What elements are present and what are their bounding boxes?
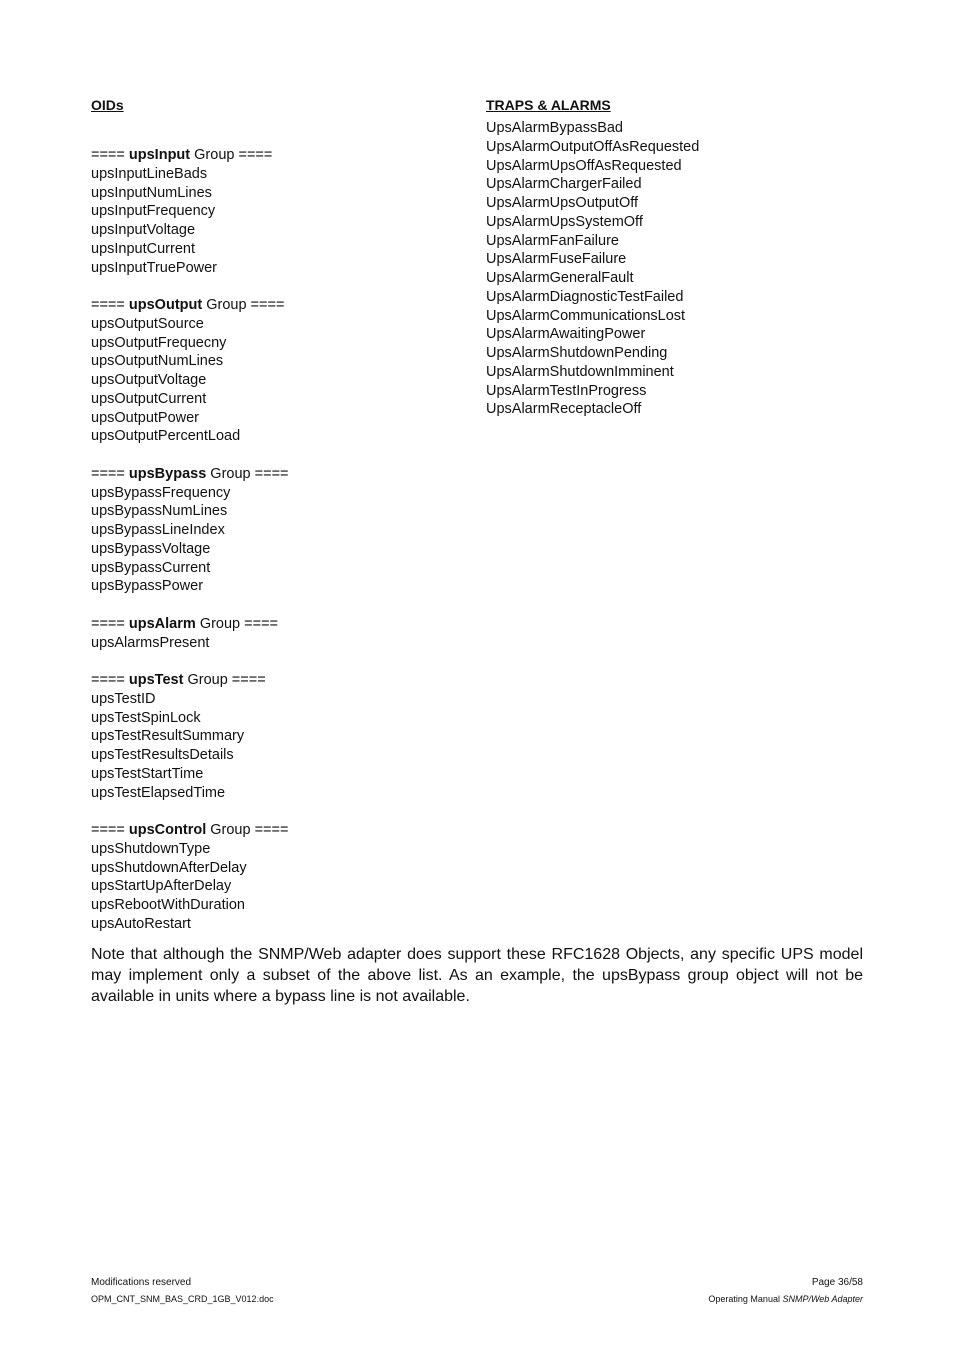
footer-manual-plain: Operating Manual <box>708 1294 783 1304</box>
footer-manual-italic: SNMP/Web Adapter <box>782 1294 863 1304</box>
group-name: upsInput <box>128 147 191 163</box>
group-name: upsControl <box>128 822 207 838</box>
group-name: upsOutput <box>128 297 203 313</box>
group-title-prefix: ==== <box>91 147 129 163</box>
group-title-prefix: ==== <box>91 672 129 688</box>
oid-item: upsOutputPower <box>91 409 200 426</box>
oid-item: upsShutdownAfterDelay <box>91 859 247 876</box>
trap-item: UpsAlarmUpsSystemOff <box>486 213 643 230</box>
group-name: upsTest <box>128 672 184 688</box>
oid-item: upsInputTruePower <box>91 259 218 276</box>
trap-item: UpsAlarmShutdownPending <box>486 345 668 361</box>
oid-item: upsOutputSource <box>91 315 204 332</box>
oid-item: upsOutputVoltage <box>91 372 207 388</box>
oids-column <box>91 95 451 952</box>
trap-item: UpsAlarmAwaitingPower <box>486 326 646 343</box>
oid-item: upsTestStartTime <box>91 765 204 782</box>
footer-left <box>91 1275 274 1307</box>
trap-item: UpsAlarmFanFailure <box>486 232 619 249</box>
trap-item: UpsAlarmChargerFailed <box>486 176 642 193</box>
group-title-suffix: Group ==== <box>195 615 279 632</box>
trap-item: UpsAlarmFuseFailure <box>486 251 627 268</box>
oid-item: upsInputFrequency <box>91 203 216 220</box>
group-title-prefix: ==== <box>91 615 129 632</box>
footer-page-number: Page 36/58 <box>811 1277 863 1288</box>
traps-heading: TRAPS & ALARMS <box>486 97 611 113</box>
oid-item: upsBypassVoltage <box>91 540 211 557</box>
group-title-suffix: Group ==== <box>206 465 289 482</box>
oid-item: upsBypassCurrent <box>91 559 211 576</box>
oid-group-title <box>91 296 451 315</box>
oid-item: upsOutputFrequecny <box>91 334 227 351</box>
group-title-prefix: ==== <box>91 465 129 482</box>
trap-item: UpsAlarmUpsOutputOff <box>486 195 639 211</box>
oid-group <box>91 465 451 596</box>
trap-item: UpsAlarmGeneralFault <box>486 270 634 286</box>
oid-item: upsOutputPercentLoad <box>91 428 241 445</box>
trap-item: UpsAlarmDiagnosticTestFailed <box>486 288 684 305</box>
note-paragraph: Note that although the SNMP/Web adapter does support these RFC1628 Objects, any specific UPS model may implement only a subset of the above list. As an example, the upsBypass group object will not be available in units where a bypass line is not available. <box>91 946 863 1005</box>
oid-groups <box>91 146 451 934</box>
oid-group <box>91 146 451 277</box>
oid-item: upsInputNumLines <box>91 184 212 201</box>
oid-group <box>91 821 451 934</box>
oid-item: upsTestResultsDetails <box>91 747 234 763</box>
oid-group-title <box>91 615 451 634</box>
oid-item: upsBypassNumLines <box>91 503 228 520</box>
oid-group <box>91 296 451 446</box>
oid-item: upsTestSpinLock <box>91 709 201 726</box>
trap-item: UpsAlarmBypassBad <box>486 120 623 136</box>
group-name: upsBypass <box>128 465 207 482</box>
oid-group <box>91 671 451 802</box>
trap-list <box>486 119 886 419</box>
oid-item: upsBypassPower <box>91 578 204 595</box>
oid-group-title <box>91 821 451 840</box>
oids-heading: OIDs <box>91 97 124 113</box>
footer-manual-title <box>708 1291 863 1307</box>
group-title-suffix: Group ==== <box>190 147 273 163</box>
footer-filename: OPM_CNT_SNM_BAS_CRD_1GB_V012.doc <box>91 1294 274 1304</box>
trap-item: UpsAlarmTestInProgress <box>486 382 647 399</box>
trap-item: UpsAlarmCommunicationsLost <box>486 307 686 324</box>
group-title-suffix: Group ==== <box>183 672 266 688</box>
oid-group-title <box>91 146 451 165</box>
oid-group-title <box>91 671 451 690</box>
oid-item: upsTestElapsedTime <box>91 784 226 801</box>
trap-item: UpsAlarmShutdownImminent <box>486 363 674 380</box>
oid-item: upsRebootWithDuration <box>91 897 245 913</box>
oid-item: upsInputCurrent <box>91 240 195 257</box>
oid-item: upsBypassFrequency <box>91 484 231 501</box>
footer-right <box>708 1275 863 1307</box>
oid-item: upsTestResultSummary <box>91 728 245 745</box>
oid-group <box>91 615 451 653</box>
group-title-prefix: ==== <box>91 297 129 313</box>
oid-item: upsOutputNumLines <box>91 353 224 370</box>
group-title-suffix: Group ==== <box>206 822 289 838</box>
oid-item: upsAlarmsPresent <box>91 634 210 651</box>
trap-item: UpsAlarmUpsOffAsRequested <box>486 157 682 174</box>
oid-item: upsInputVoltage <box>91 222 196 238</box>
trap-item: UpsAlarmReceptacleOff <box>486 401 642 418</box>
footer-modifications: Modifications reserved <box>91 1277 192 1288</box>
trap-item: UpsAlarmOutputOffAsRequested <box>486 138 700 155</box>
oid-item: upsStartUpAfterDelay <box>91 878 232 895</box>
oid-item: upsBypassLineIndex <box>91 522 225 538</box>
group-title-suffix: Group ==== <box>202 297 285 313</box>
oid-group-title <box>91 465 451 484</box>
oid-item: upsShutdownType <box>91 840 211 857</box>
group-title-prefix: ==== <box>91 822 129 838</box>
group-name: upsAlarm <box>128 615 196 632</box>
oid-item: upsTestID <box>91 690 156 707</box>
oid-item: upsOutputCurrent <box>91 390 207 407</box>
oid-item: upsAutoRestart <box>91 915 191 932</box>
traps-column <box>486 95 886 419</box>
oid-item: upsInputLineBads <box>91 165 208 182</box>
